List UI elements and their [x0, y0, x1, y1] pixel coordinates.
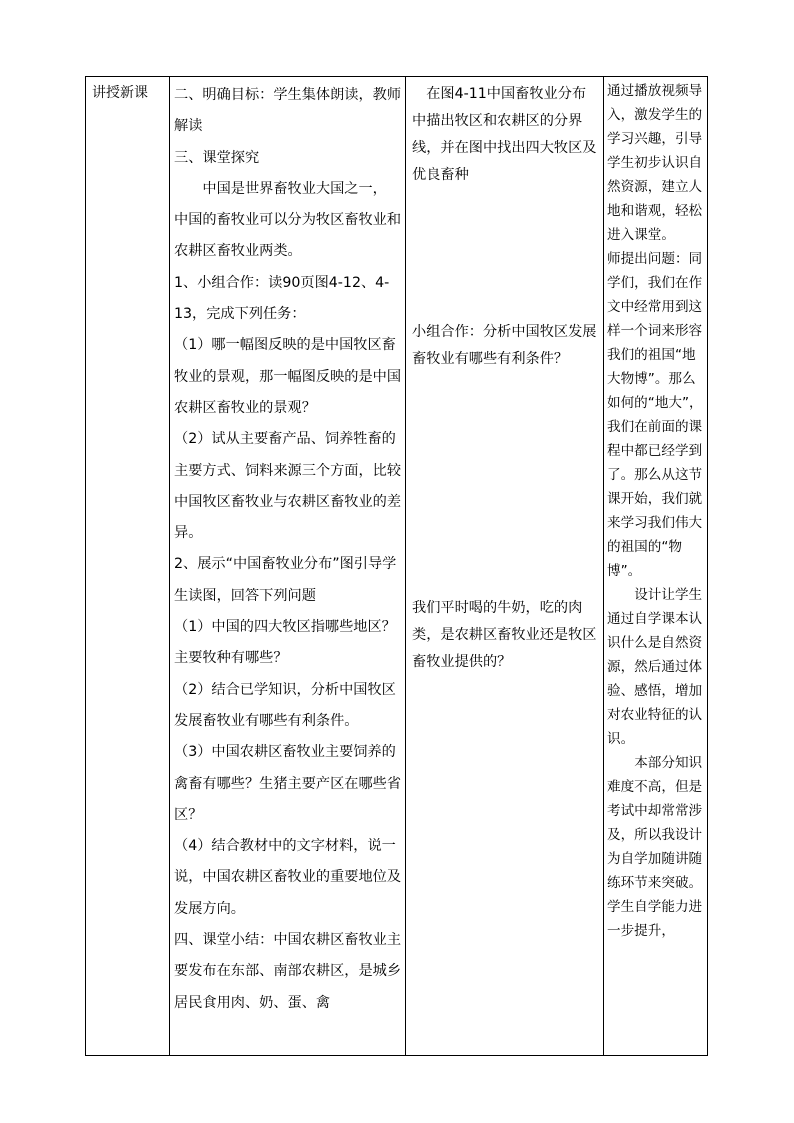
spacer [412, 373, 599, 595]
activity-paragraph: 在图4-11中国畜牧业分布中描出牧区和农耕区的分界线，并在图中找出四大牧区及优良畜种 [412, 86, 597, 183]
activity-paragraph: 我们平时喝的牛奶，吃的肉类，是农耕区畜牧业还是牧区畜牧业提供的？ [412, 600, 597, 670]
content-paragraph: 中国是世界畜牧业大国之一，中国的畜牧业可以分为牧区畜牧业和农耕区畜牧业两类。 [174, 180, 402, 260]
design-intent-cell [604, 77, 708, 1056]
content-paragraph: 三、课堂探究 [174, 149, 260, 166]
content-paragraph: （1）哪一幅图反映的是中国牧区畜牧业的景观，那一幅图反映的是中国农耕区畜牧业的景观？ [174, 337, 402, 416]
content-paragraph: （1）中国的四大牧区指哪些地区？主要牧种有哪些？ [174, 619, 396, 667]
content-paragraph: 1、小组合作：读90页图4-12、4-13，完成下列任务： [174, 274, 390, 323]
content-paragraph: （2）结合已学知识，分析中国牧区发展畜牧业有哪些有利条件。 [174, 681, 396, 729]
student-activity-cell [406, 77, 604, 1056]
section-label: 讲授新课 [92, 85, 148, 101]
lesson-plan-table [85, 76, 708, 1056]
spacer [412, 189, 599, 319]
activity-paragraph: 小组合作：分析中国牧区发展畜牧业有哪些有利条件？ [412, 324, 597, 367]
table-row [86, 77, 708, 1056]
content-paragraph: 2、展示“中国畜牧业分布”图引导学生读图，回答下列问题 [174, 556, 397, 604]
design-paragraph: 设计让学生通过自学课本认识什么是自然资源，然后通过体验、感悟，增加对农业特征的认识。 [607, 587, 703, 747]
content-paragraph: （4）结合教材中的文字材料，说一说，中国农耕区畜牧业的重要地位及发展方向。 [174, 838, 402, 917]
design-paragraph: 师提出问题：同学们，我们在作文中经常用到这样一个词来形容我们的祖国“地大物博”。那么如何的“地大”，我们在前面的课程中都已经学到了。那么从这节课开始，我们就来学习我们伟大的祖国的“物博”。 [607, 251, 703, 579]
content-paragraph: （3）中国农耕区畜牧业主要饲养的禽畜有哪些？生猪主要产区在哪些省区？ [174, 744, 402, 823]
content-paragraph: 四、课堂小结：中国农耕区畜牧业主要发布在东部、南部农耕区，是城乡居民食用肉、奶、蛋、禽 [174, 932, 402, 1011]
content-paragraph: （2）试从主要畜产品、饲养牲畜的主要方式、饲料来源三个方面，比较中国牧区畜牧业与农耕区畜牧业的差异。 [174, 431, 402, 542]
section-label-cell [86, 77, 170, 1056]
content-paragraph: 二、明确目标：学生集体朗读，教师解读 [174, 87, 402, 135]
design-paragraph: 本部分知识难度不高，但是考试中却常常涉及，所以我设计为自学加随讲随练环节来突破。学生自学能力进一步提升， [607, 755, 703, 939]
teaching-content-cell [170, 77, 406, 1056]
design-paragraph: 通过播放视频导入，激发学生的学习兴趣，引导学生初步认识自然资源，建立人地和谐观，轻松进入课堂。 [607, 83, 703, 243]
